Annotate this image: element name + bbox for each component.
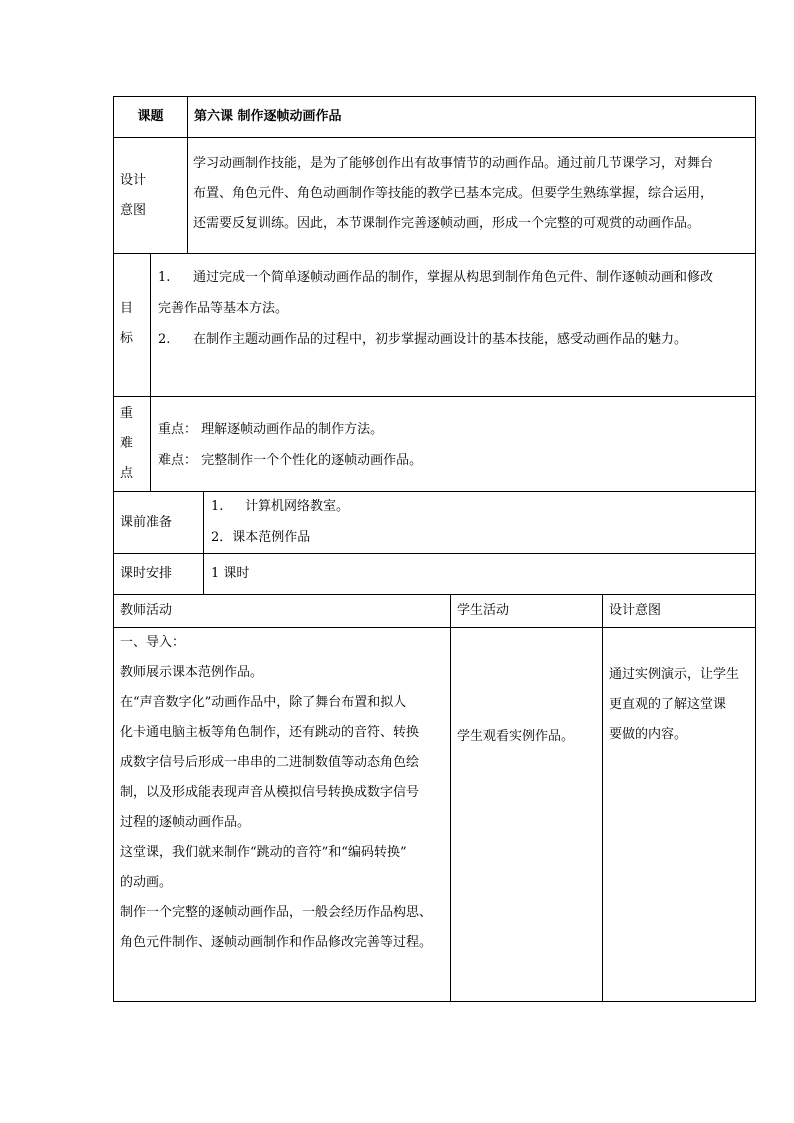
divider-label-middle (150, 253, 151, 492)
teacher-line: 的动画。 (120, 875, 173, 890)
border-left (113, 96, 114, 1002)
border-bottom (113, 1001, 756, 1002)
difficult-point: 难点： 完整制作一个个性化的逐帧动画作品。 (158, 453, 423, 468)
student-activity-text: 学生观看实例作品。 (457, 729, 575, 744)
key-point: 重点： 理解逐帧动画作品的制作方法。 (158, 422, 384, 437)
goal-1-text: 通过完成一个简单逐帧动画作品的制作，掌握从构思到制作角色元件、制作逐帧动画和修改 (193, 270, 714, 285)
design-label-line: 意图 (120, 203, 147, 218)
intent-line: 更直观的了解这堂课 (609, 697, 727, 712)
divider-student-column (450, 594, 451, 1002)
goal-label-line: 目 (120, 301, 134, 316)
border-row-6 (113, 594, 756, 595)
divider-label-prep (203, 491, 204, 595)
border-right (755, 96, 756, 1002)
prep-2: 2．课本范例作品 (211, 530, 311, 545)
teacher-activity-text (120, 628, 432, 958)
schedule-label: 课时安排 (120, 566, 173, 581)
header-design-intent: 设计意图 (609, 603, 662, 618)
goal-2-text: 在制作主题动画作品的过程中，初步掌握动画设计的基本技能，感受动画作品的魅力。 (193, 332, 688, 347)
design-text-line: 学习动画制作技能，是为了能够创作出有故事情节的动画作品。通过前几节课学习，对舞台 (193, 156, 714, 171)
prep-1-text: 计算机网络教室。 (245, 499, 350, 514)
border-top (113, 96, 756, 97)
teacher-line: 一、导入： (120, 635, 186, 650)
goal-2-number: 2. (158, 332, 171, 347)
intent-line: 通过实例演示，让学生 (609, 667, 740, 682)
border-row-1 (113, 137, 756, 138)
divider-intent-column (602, 594, 603, 1002)
design-text-line: 布置、角色元件、角色动画制作等技能的教学已基本完成。但要学生熟练掌握，综合运用， (193, 186, 714, 201)
teacher-line: 这堂课，我们就来制作“跳动的音符”和“编码转换” (120, 845, 407, 860)
teacher-line: 制作一个完整的逐帧动画作品，一般会经历作品构思、 (120, 905, 433, 920)
teacher-line: 制，以及形成能表现声音从模拟信号转换成数字信号 (120, 785, 420, 800)
intent-line: 要做的内容。 (609, 727, 688, 742)
border-row-3 (113, 396, 756, 397)
teacher-line: 教师展示课本范例作品。 (120, 665, 264, 680)
design-text (193, 149, 713, 239)
header-teacher-activity: 教师活动 (120, 603, 173, 618)
schedule-value: 1 课时 (211, 566, 250, 581)
teacher-line: 角色元件制作、逐帧动画制作和作品修改完善等过程。 (120, 935, 433, 950)
goal-label-line: 标 (120, 331, 134, 346)
goal-label (120, 294, 133, 354)
teacher-line: 在“声音数字化”动画作品中，除了舞台布置和拟人 (120, 695, 407, 710)
design-text-line: 还需要反复训练。因此，本节课制作完善逐帧动画，形成一个完整的可观赏的动画作品。 (193, 216, 701, 231)
teacher-line: 成数字信号后形成一串串的二进制数值等动态角色绘 (120, 755, 420, 770)
design-label-line: 设计 (120, 173, 147, 188)
title-label: 课题 (137, 109, 164, 124)
prep-label: 课前准备 (120, 515, 173, 530)
design-label (120, 166, 146, 226)
key-label (120, 399, 133, 489)
teacher-line: 过程的逐帧动画作品。 (120, 815, 251, 830)
prep-1-number: 1. (211, 499, 224, 514)
goal-1-number: 1. (158, 270, 171, 285)
key-label-line: 点 (120, 466, 134, 481)
border-row-5 (113, 553, 756, 554)
border-row-2 (113, 253, 756, 254)
key-label-line: 难 (120, 436, 134, 451)
key-label-line: 重 (120, 406, 134, 421)
divider-label-top (187, 96, 188, 254)
title-value: 第六课 制作逐帧动画作品 (194, 109, 342, 124)
border-row-4 (113, 491, 756, 492)
header-student-activity: 学生活动 (457, 603, 510, 618)
design-intent-text (609, 660, 739, 750)
goal-1-text-cont: 完善作品等基本方法。 (158, 301, 289, 316)
teacher-line: 化卡通电脑主板等角色制作，还有跳动的音符、转换 (120, 725, 420, 740)
